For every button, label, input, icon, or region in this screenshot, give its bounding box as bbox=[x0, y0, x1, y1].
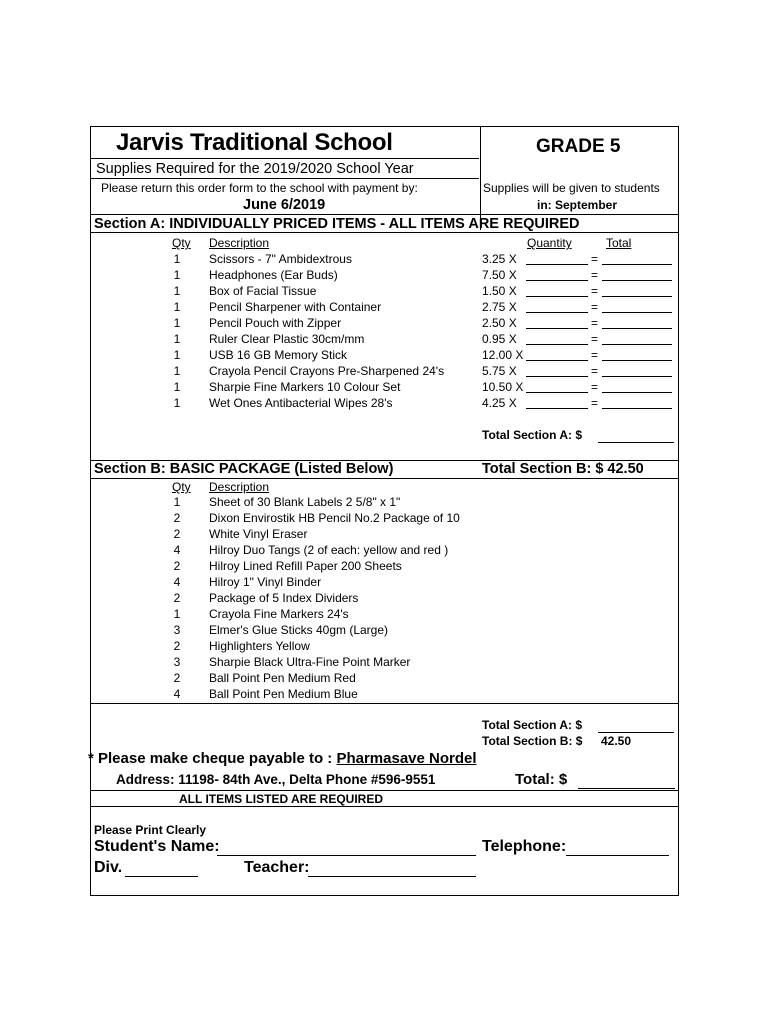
quantity-input[interactable] bbox=[526, 328, 588, 329]
section-a-rule bbox=[91, 232, 678, 233]
item-description: Hilroy Duo Tangs (2 of each: yellow and red ) bbox=[209, 543, 449, 557]
grand-total-label: Total: $ bbox=[515, 771, 568, 788]
equals-sign: = bbox=[591, 300, 599, 314]
quantity-input[interactable] bbox=[526, 408, 588, 409]
section-a-qty-header: Qty bbox=[172, 236, 191, 250]
delivery-month: in: September bbox=[537, 198, 618, 212]
quantity-input[interactable] bbox=[526, 360, 588, 361]
item-qty: 2 bbox=[173, 591, 181, 605]
item-qty: 1 bbox=[173, 348, 181, 362]
delivery-note: Supplies will be given to students bbox=[483, 181, 660, 195]
equals-sign: = bbox=[591, 252, 599, 266]
total-input[interactable] bbox=[602, 312, 672, 313]
return-note: Please return this order form to the school with payment by: bbox=[101, 181, 418, 195]
quantity-header: Quantity bbox=[527, 236, 572, 250]
telephone-label: Telephone: bbox=[482, 838, 567, 855]
school-name: Jarvis Traditional School bbox=[116, 129, 393, 156]
summary-rule bbox=[91, 790, 678, 791]
item-description: Sheet of 30 Blank Labels 2 5/8" x 1" bbox=[209, 495, 401, 509]
equals-sign: = bbox=[591, 348, 599, 362]
item-unit-price: 12.00 X bbox=[482, 348, 524, 362]
quantity-input[interactable] bbox=[526, 264, 588, 265]
teacher-field[interactable] bbox=[308, 876, 476, 877]
total-input[interactable] bbox=[602, 344, 672, 345]
item-qty: 1 bbox=[173, 380, 181, 394]
quantity-input[interactable] bbox=[526, 296, 588, 297]
required-note-rule bbox=[91, 806, 678, 807]
header-bottom-rule bbox=[91, 214, 678, 215]
equals-sign: = bbox=[591, 284, 599, 298]
item-qty: 1 bbox=[173, 607, 181, 621]
item-qty: 3 bbox=[173, 623, 181, 637]
item-unit-price: 4.25 X bbox=[482, 396, 517, 410]
item-qty: 2 bbox=[173, 671, 181, 685]
item-unit-price: 0.95 X bbox=[482, 332, 517, 346]
section-a-description-header: Description bbox=[209, 236, 270, 250]
student-name-label: Student's Name: bbox=[94, 838, 220, 855]
item-description: Crayola Pencil Crayons Pre-Sharpened 24's bbox=[209, 364, 445, 378]
item-description: Ball Point Pen Medium Blue bbox=[209, 687, 358, 701]
quantity-input[interactable] bbox=[526, 312, 588, 313]
item-description: Headphones (Ear Buds) bbox=[209, 268, 338, 282]
total-input[interactable] bbox=[602, 392, 672, 393]
item-qty: 2 bbox=[173, 639, 181, 653]
order-form bbox=[90, 126, 679, 896]
total-header: Total bbox=[606, 236, 632, 250]
item-unit-price: 2.75 X bbox=[482, 300, 517, 314]
equals-sign: = bbox=[591, 268, 599, 282]
item-unit-price: 7.50 X bbox=[482, 268, 517, 282]
equals-sign: = bbox=[591, 396, 599, 410]
cheque-prefix: * Please make cheque payable to : bbox=[88, 750, 337, 767]
item-description: Wet Ones Antibacterial Wipes 28's bbox=[209, 396, 393, 410]
item-qty: 4 bbox=[173, 543, 181, 557]
item-description: Dixon Envirostik HB Pencil No.2 Package of 10 bbox=[209, 511, 460, 525]
item-qty: 1 bbox=[173, 332, 181, 346]
item-qty: 4 bbox=[173, 687, 181, 701]
summary-total-b-value: 42.50 bbox=[601, 734, 632, 748]
teacher-label: Teacher: bbox=[244, 859, 310, 876]
total-input[interactable] bbox=[602, 296, 672, 297]
item-description: USB 16 GB Memory Stick bbox=[209, 348, 348, 362]
item-qty: 1 bbox=[173, 364, 181, 378]
section-b-bottom-rule bbox=[91, 703, 678, 704]
item-description: Sharpie Black Ultra-Fine Point Marker bbox=[209, 655, 411, 669]
item-description: Crayola Fine Markers 24's bbox=[209, 607, 349, 621]
quantity-input[interactable] bbox=[526, 344, 588, 345]
item-qty: 3 bbox=[173, 655, 181, 669]
section-b-description-header: Description bbox=[209, 480, 270, 494]
item-description: Ball Point Pen Medium Red bbox=[209, 671, 356, 685]
item-qty: 1 bbox=[173, 396, 181, 410]
telephone-field[interactable] bbox=[566, 855, 669, 856]
item-qty: 1 bbox=[173, 252, 181, 266]
student-name-field[interactable] bbox=[217, 855, 476, 856]
item-qty: 4 bbox=[173, 575, 181, 589]
total-input[interactable] bbox=[602, 376, 672, 377]
division-field[interactable] bbox=[125, 876, 198, 877]
total-section-a-label: Total Section A: $ bbox=[482, 428, 583, 442]
item-qty: 1 bbox=[173, 268, 181, 282]
grand-total-field[interactable] bbox=[578, 788, 675, 789]
quantity-input[interactable] bbox=[526, 280, 588, 281]
item-qty: 2 bbox=[173, 511, 181, 525]
item-unit-price: 5.75 X bbox=[482, 364, 517, 378]
item-unit-price: 1.50 X bbox=[482, 284, 517, 298]
item-description: Pencil Sharpener with Container bbox=[209, 300, 382, 314]
equals-sign: = bbox=[591, 364, 599, 378]
total-section-b-header: Total Section B: $ 42.50 bbox=[482, 461, 644, 477]
cheque-instruction bbox=[88, 750, 477, 767]
section-b-title: Section B: BASIC PACKAGE (Listed Below) bbox=[94, 461, 394, 477]
total-input[interactable] bbox=[602, 264, 672, 265]
item-qty: 1 bbox=[173, 495, 181, 509]
item-description: Ruler Clear Plastic 30cm/mm bbox=[209, 332, 365, 346]
item-description: Hilroy Lined Refill Paper 200 Sheets bbox=[209, 559, 402, 573]
item-qty: 2 bbox=[173, 559, 181, 573]
equals-sign: = bbox=[591, 332, 599, 346]
section-b-qty-header: Qty bbox=[172, 480, 191, 494]
title-rule bbox=[91, 158, 479, 159]
total-section-a-field[interactable] bbox=[598, 442, 674, 443]
item-unit-price: 2.50 X bbox=[482, 316, 517, 330]
division-label: Div. bbox=[94, 859, 123, 876]
due-date: June 6/2019 bbox=[243, 197, 326, 213]
cheque-payee: Pharmasave Nordel bbox=[336, 750, 477, 767]
item-description: Sharpie Fine Markers 10 Colour Set bbox=[209, 380, 401, 394]
item-unit-price: 3.25 X bbox=[482, 252, 517, 266]
payee-address: Address: 11198- 84th Ave., Delta Phone #596-9551 bbox=[116, 772, 436, 787]
item-description: Elmer's Glue Sticks 40gm (Large) bbox=[209, 623, 389, 637]
total-input[interactable] bbox=[602, 360, 672, 361]
section-a-title: Section A: INDIVIDUALLY PRICED ITEMS - ALL ITEMS ARE REQUIRED bbox=[94, 216, 580, 232]
item-description: White Vinyl Eraser bbox=[209, 527, 308, 541]
print-clearly-note: Please Print Clearly bbox=[94, 823, 207, 837]
quantity-input[interactable] bbox=[526, 376, 588, 377]
total-input[interactable] bbox=[602, 408, 672, 409]
school-year-subtitle: Supplies Required for the 2019/2020 School Year bbox=[96, 161, 414, 177]
item-description: Highlighters Yellow bbox=[209, 639, 310, 653]
item-qty: 1 bbox=[173, 284, 181, 298]
total-input[interactable] bbox=[602, 280, 672, 281]
item-description: Package of 5 Index Dividers bbox=[209, 591, 359, 605]
summary-total-a-label: Total Section A: $ bbox=[482, 718, 583, 732]
total-input[interactable] bbox=[602, 328, 672, 329]
item-description: Hilroy 1" Vinyl Binder bbox=[209, 575, 322, 589]
required-note: ALL ITEMS LISTED ARE REQUIRED bbox=[179, 792, 384, 806]
summary-total-a-field[interactable] bbox=[598, 732, 674, 733]
equals-sign: = bbox=[591, 316, 599, 330]
summary-total-b-label: Total Section B: $ bbox=[482, 734, 583, 748]
equals-sign: = bbox=[591, 380, 599, 394]
quantity-input[interactable] bbox=[526, 392, 588, 393]
item-qty: 1 bbox=[173, 300, 181, 314]
item-qty: 1 bbox=[173, 316, 181, 330]
item-description: Scissors - 7" Ambidextrous bbox=[209, 252, 352, 266]
grade-label: GRADE 5 bbox=[536, 136, 621, 157]
item-unit-price: 10.50 X bbox=[482, 380, 524, 394]
subtitle-rule bbox=[91, 178, 479, 179]
item-description: Box of Facial Tissue bbox=[209, 284, 317, 298]
item-qty: 2 bbox=[173, 527, 181, 541]
item-description: Pencil Pouch with Zipper bbox=[209, 316, 342, 330]
